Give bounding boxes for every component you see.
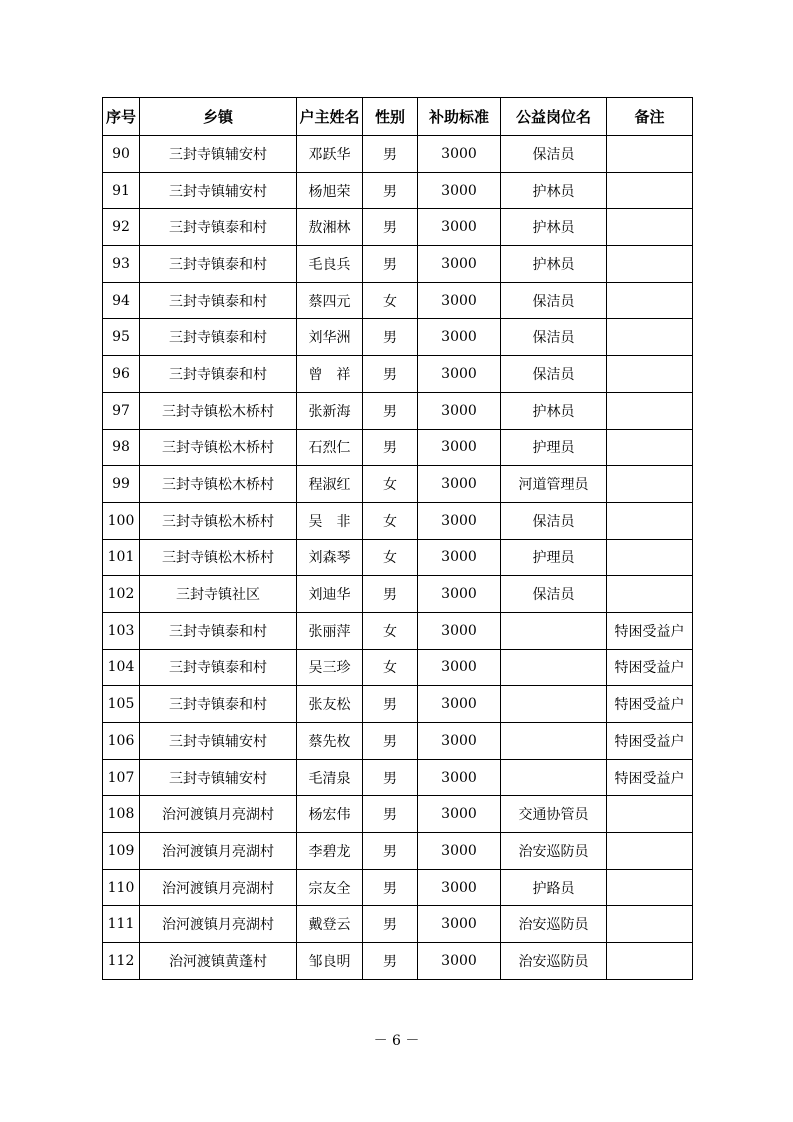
cell-no: 93: [103, 246, 140, 283]
cell-remark: [607, 172, 693, 209]
cell-gender: 男: [363, 723, 418, 760]
cell-subsidy: 3000: [418, 612, 501, 649]
cell-town: 三封寺镇泰和村: [140, 209, 297, 246]
table-row: [103, 576, 693, 613]
cell-name: 程淑红: [297, 466, 363, 503]
beneficiary-table: [102, 97, 693, 980]
cell-post: 交通协管员: [501, 796, 607, 833]
cell-no: 100: [103, 502, 140, 539]
cell-remark: [607, 356, 693, 393]
cell-gender: 男: [363, 319, 418, 356]
cell-remark: [607, 319, 693, 356]
cell-name: 蔡先枚: [297, 723, 363, 760]
cell-subsidy: 3000: [418, 906, 501, 943]
table-row: [103, 246, 693, 283]
cell-no: 90: [103, 136, 140, 173]
cell-town: 三封寺镇泰和村: [140, 282, 297, 319]
cell-remark: 特困受益户: [607, 612, 693, 649]
cell-remark: 特困受益户: [607, 686, 693, 723]
cell-name: 张友松: [297, 686, 363, 723]
table-row: [103, 392, 693, 429]
cell-no: 105: [103, 686, 140, 723]
table-row: [103, 539, 693, 576]
table-row: [103, 319, 693, 356]
page-number: － 6 －: [373, 1033, 420, 1049]
cell-town: 治河渡镇月亮湖村: [140, 906, 297, 943]
cell-subsidy: 3000: [418, 576, 501, 613]
cell-remark: [607, 429, 693, 466]
cell-no: 96: [103, 356, 140, 393]
cell-town: 三封寺镇泰和村: [140, 356, 297, 393]
cell-no: 108: [103, 796, 140, 833]
table-row: [103, 172, 693, 209]
cell-town: 三封寺镇松木桥村: [140, 539, 297, 576]
table-body: [103, 136, 693, 980]
cell-gender: 女: [363, 612, 418, 649]
cell-gender: 女: [363, 502, 418, 539]
table-row: [103, 466, 693, 503]
table-row: [103, 612, 693, 649]
cell-post: 护林员: [501, 246, 607, 283]
cell-post: 河道管理员: [501, 466, 607, 503]
cell-post: 护理员: [501, 539, 607, 576]
cell-gender: 女: [363, 539, 418, 576]
cell-remark: [607, 392, 693, 429]
cell-subsidy: 3000: [418, 759, 501, 796]
cell-subsidy: 3000: [418, 319, 501, 356]
cell-no: 92: [103, 209, 140, 246]
cell-name: 刘迪华: [297, 576, 363, 613]
cell-name: 石烈仁: [297, 429, 363, 466]
cell-no: 97: [103, 392, 140, 429]
cell-gender: 男: [363, 869, 418, 906]
table-row: [103, 686, 693, 723]
cell-name: 蔡四元: [297, 282, 363, 319]
table-row: [103, 356, 693, 393]
cell-subsidy: 3000: [418, 943, 501, 980]
cell-name: 刘华洲: [297, 319, 363, 356]
table-row: [103, 723, 693, 760]
cell-post: [501, 723, 607, 760]
cell-remark: [607, 576, 693, 613]
cell-subsidy: 3000: [418, 356, 501, 393]
cell-town: 三封寺镇泰和村: [140, 612, 297, 649]
cell-town: 三封寺镇泰和村: [140, 686, 297, 723]
cell-subsidy: 3000: [418, 869, 501, 906]
cell-no: 111: [103, 906, 140, 943]
table-row: [103, 906, 693, 943]
cell-subsidy: 3000: [418, 282, 501, 319]
cell-subsidy: 3000: [418, 723, 501, 760]
cell-no: 99: [103, 466, 140, 503]
table-row: [103, 282, 693, 319]
cell-post: 护林员: [501, 172, 607, 209]
cell-gender: 男: [363, 246, 418, 283]
cell-town: 三封寺镇松木桥村: [140, 392, 297, 429]
cell-subsidy: 3000: [418, 686, 501, 723]
cell-subsidy: 3000: [418, 429, 501, 466]
cell-subsidy: 3000: [418, 246, 501, 283]
header-no: 序号: [103, 98, 140, 136]
cell-town: 三封寺镇辅安村: [140, 723, 297, 760]
cell-remark: [607, 796, 693, 833]
cell-post: 保洁员: [501, 136, 607, 173]
table-row: [103, 869, 693, 906]
cell-post: 保洁员: [501, 319, 607, 356]
cell-name: 吴三珍: [297, 649, 363, 686]
cell-remark: [607, 246, 693, 283]
cell-post: 护理员: [501, 429, 607, 466]
cell-gender: 男: [363, 943, 418, 980]
cell-name: 邓跃华: [297, 136, 363, 173]
cell-post: 治安巡防员: [501, 833, 607, 870]
cell-remark: [607, 502, 693, 539]
cell-name: 宗友全: [297, 869, 363, 906]
cell-gender: 男: [363, 429, 418, 466]
cell-remark: 特困受益户: [607, 649, 693, 686]
cell-gender: 男: [363, 136, 418, 173]
cell-gender: 男: [363, 356, 418, 393]
cell-subsidy: 3000: [418, 209, 501, 246]
cell-post: 保洁员: [501, 576, 607, 613]
cell-no: 94: [103, 282, 140, 319]
cell-remark: [607, 466, 693, 503]
cell-subsidy: 3000: [418, 392, 501, 429]
cell-gender: 男: [363, 833, 418, 870]
cell-gender: 女: [363, 649, 418, 686]
cell-name: 张丽萍: [297, 612, 363, 649]
cell-post: 保洁员: [501, 502, 607, 539]
cell-name: 刘森琴: [297, 539, 363, 576]
header-post: 公益岗位名: [501, 98, 607, 136]
cell-post: 保洁员: [501, 356, 607, 393]
cell-remark: 特困受益户: [607, 759, 693, 796]
cell-post: [501, 649, 607, 686]
cell-no: 112: [103, 943, 140, 980]
cell-no: 91: [103, 172, 140, 209]
cell-no: 104: [103, 649, 140, 686]
cell-name: 曾 祥: [297, 356, 363, 393]
cell-town: 治河渡镇月亮湖村: [140, 869, 297, 906]
cell-no: 98: [103, 429, 140, 466]
cell-name: 毛清泉: [297, 759, 363, 796]
cell-remark: [607, 833, 693, 870]
cell-town: 三封寺镇辅安村: [140, 136, 297, 173]
cell-gender: 男: [363, 392, 418, 429]
cell-gender: 男: [363, 906, 418, 943]
cell-subsidy: 3000: [418, 833, 501, 870]
table-row: [103, 209, 693, 246]
cell-gender: 女: [363, 282, 418, 319]
table-row: [103, 502, 693, 539]
cell-remark: [607, 209, 693, 246]
cell-subsidy: 3000: [418, 796, 501, 833]
cell-remark: [607, 943, 693, 980]
cell-town: 三封寺镇社区: [140, 576, 297, 613]
cell-subsidy: 3000: [418, 466, 501, 503]
cell-name: 李碧龙: [297, 833, 363, 870]
cell-no: 109: [103, 833, 140, 870]
cell-name: 吴 非: [297, 502, 363, 539]
cell-remark: [607, 136, 693, 173]
cell-name: 张新海: [297, 392, 363, 429]
cell-post: 护林员: [501, 209, 607, 246]
table-row: [103, 943, 693, 980]
cell-name: 敖湘林: [297, 209, 363, 246]
cell-post: 保洁员: [501, 282, 607, 319]
cell-remark: 特困受益户: [607, 723, 693, 760]
header-remark: 备注: [607, 98, 693, 136]
cell-remark: [607, 869, 693, 906]
cell-no: 106: [103, 723, 140, 760]
table-row: [103, 796, 693, 833]
cell-post: 护路员: [501, 869, 607, 906]
table-row: [103, 833, 693, 870]
cell-town: 三封寺镇辅安村: [140, 172, 297, 209]
cell-gender: 男: [363, 686, 418, 723]
cell-no: 102: [103, 576, 140, 613]
cell-town: 三封寺镇泰和村: [140, 319, 297, 356]
cell-gender: 男: [363, 209, 418, 246]
cell-town: 治河渡镇月亮湖村: [140, 796, 297, 833]
cell-name: 杨宏伟: [297, 796, 363, 833]
table-row: [103, 429, 693, 466]
table-header-row: [103, 98, 693, 136]
table-row: [103, 759, 693, 796]
cell-no: 107: [103, 759, 140, 796]
cell-subsidy: 3000: [418, 172, 501, 209]
header-town: 乡镇: [140, 98, 297, 136]
cell-town: 治河渡镇黄蓬村: [140, 943, 297, 980]
cell-town: 三封寺镇松木桥村: [140, 429, 297, 466]
cell-post: [501, 686, 607, 723]
cell-subsidy: 3000: [418, 649, 501, 686]
cell-no: 103: [103, 612, 140, 649]
table-row: [103, 649, 693, 686]
cell-gender: 女: [363, 466, 418, 503]
cell-no: 110: [103, 869, 140, 906]
cell-remark: [607, 539, 693, 576]
cell-name: 杨旭荣: [297, 172, 363, 209]
cell-no: 101: [103, 539, 140, 576]
table-row: [103, 136, 693, 173]
cell-town: 三封寺镇泰和村: [140, 649, 297, 686]
cell-name: 毛良兵: [297, 246, 363, 283]
cell-subsidy: 3000: [418, 136, 501, 173]
cell-remark: [607, 282, 693, 319]
cell-name: 邹良明: [297, 943, 363, 980]
header-gender: 性别: [363, 98, 418, 136]
cell-name: 戴登云: [297, 906, 363, 943]
cell-remark: [607, 906, 693, 943]
header-subsidy: 补助标准: [418, 98, 501, 136]
cell-town: 三封寺镇辅安村: [140, 759, 297, 796]
cell-gender: 男: [363, 172, 418, 209]
cell-post: [501, 612, 607, 649]
header-name: 户主姓名: [297, 98, 363, 136]
cell-post: 治安巡防员: [501, 906, 607, 943]
cell-town: 治河渡镇月亮湖村: [140, 833, 297, 870]
cell-post: 护林员: [501, 392, 607, 429]
cell-no: 95: [103, 319, 140, 356]
cell-town: 三封寺镇泰和村: [140, 246, 297, 283]
cell-post: 治安巡防员: [501, 943, 607, 980]
cell-post: [501, 759, 607, 796]
cell-gender: 男: [363, 576, 418, 613]
cell-town: 三封寺镇松木桥村: [140, 466, 297, 503]
cell-gender: 男: [363, 796, 418, 833]
cell-subsidy: 3000: [418, 502, 501, 539]
cell-subsidy: 3000: [418, 539, 501, 576]
cell-town: 三封寺镇松木桥村: [140, 502, 297, 539]
cell-gender: 男: [363, 759, 418, 796]
